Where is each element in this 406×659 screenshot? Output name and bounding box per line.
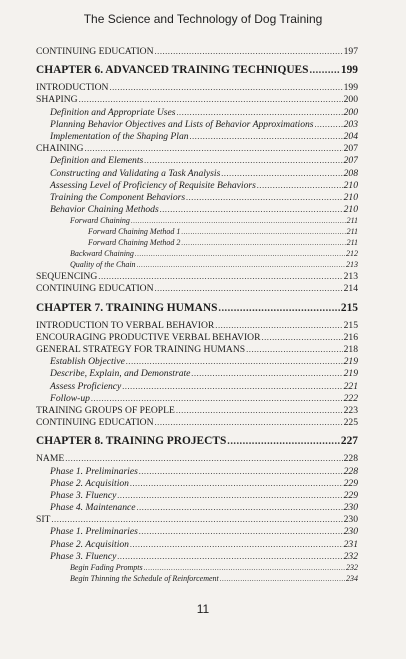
dot-leader (84, 143, 342, 153)
dot-leader (257, 180, 343, 190)
toc-entry-page: 223 (343, 404, 358, 416)
toc-entry-page: 216 (343, 331, 358, 343)
toc-entry-title: Describe, Explain, and Demonstrate (50, 368, 191, 380)
dot-leader (155, 417, 343, 427)
toc-entry-page: 222 (343, 392, 358, 404)
toc-entry-page: 215 (343, 319, 358, 331)
dot-leader (186, 192, 343, 202)
toc-entry (36, 514, 358, 526)
toc-entry-title: Phase 2. Acquisition (50, 538, 129, 550)
toc-entry-title: Phase 4. Maintenance (50, 502, 136, 514)
toc-entry-page: 208 (343, 167, 358, 179)
toc-entry (36, 107, 358, 119)
dot-leader (65, 453, 342, 463)
toc-entry-title: SHAPING (36, 94, 78, 106)
toc-entry (36, 502, 358, 514)
toc-entry (36, 332, 358, 344)
toc-entry (36, 216, 358, 227)
dot-leader (181, 239, 345, 247)
toc-entry-title: Assess Proficiency (50, 380, 122, 392)
toc-entry-title: TRAINING GROUPS OF PEOPLE (36, 404, 175, 416)
toc-entry-title: Phase 1. Preliminaries (50, 526, 138, 538)
toc-entry (36, 490, 358, 502)
toc-entry-page: 221 (343, 380, 358, 392)
dot-leader (144, 155, 342, 165)
toc-entry-title: CHAPTER 6. ADVANCED TRAINING TECHNIQUES (36, 64, 309, 77)
toc-entry (36, 453, 358, 465)
toc-entry (36, 393, 358, 405)
toc-entry-title: ENCOURAGING PRODUCTIVE VERBAL BEHAVIOR (36, 331, 261, 343)
dot-leader (221, 168, 342, 178)
toc-entry-page: 197 (343, 46, 358, 57)
toc-entry-page: 228 (343, 453, 358, 465)
toc-entry-page: 203 (343, 118, 358, 130)
toc-entry-title: Quality of the Chain (70, 260, 136, 270)
toc-entry-page: 211 (346, 227, 358, 237)
toc-entry-page: 218 (343, 344, 358, 355)
running-head: The Science and Technology of Dog Training (83, 12, 323, 26)
toc-entry-title: Forward Chaining Method 2 (88, 238, 181, 248)
toc-entry (36, 466, 358, 478)
dot-leader (137, 502, 343, 512)
dot-leader (126, 356, 343, 366)
toc-entry-page: 199 (343, 82, 358, 94)
toc-entry-title: Constructing and Validating a Task Analysis (50, 167, 221, 179)
toc-entry-title: Phase 1. Preliminaries (50, 465, 138, 477)
dot-leader (91, 393, 343, 403)
toc-entry (36, 551, 358, 563)
dot-leader (117, 490, 342, 500)
toc-entry-page: 230 (343, 514, 358, 526)
toc-entry-page: 219 (343, 368, 358, 380)
toc-entry-title: Training the Component Behaviors (50, 191, 186, 203)
toc-entry-title: Definition and Appropriate Uses (50, 106, 176, 118)
toc-entry (36, 405, 358, 417)
toc-entry (36, 368, 358, 380)
toc-entry (36, 238, 358, 249)
toc-entry-title: Begin Thinning the Schedule of Reinforcement (70, 574, 219, 583)
toc-entry-page: 211 (346, 216, 358, 226)
dot-leader (51, 514, 342, 524)
toc-entry-title: SEQUENCING (36, 271, 98, 283)
toc-entry (36, 119, 358, 131)
toc-entry-page: 219 (343, 356, 358, 368)
toc-entry-title: Establish Objective (50, 356, 125, 368)
toc-entry (36, 46, 358, 58)
dot-leader (246, 344, 342, 354)
dot-leader (176, 405, 343, 415)
toc-entry-title: Assessing Level of Proficiency of Requisite Behaviors (50, 179, 256, 191)
toc-entry-title: SIT (36, 514, 51, 526)
toc-entry (36, 143, 358, 155)
toc-entry-page: 229 (343, 477, 358, 489)
toc-entry-page: 212 (346, 249, 358, 259)
toc-entry (36, 260, 358, 271)
toc-entry-page: 207 (343, 143, 358, 155)
dot-leader (160, 204, 343, 214)
dot-leader (215, 320, 342, 330)
toc-entry-title: Phase 2. Acquisition (50, 477, 129, 489)
toc-entry (36, 271, 358, 283)
toc-entry-page: 232 (346, 563, 358, 572)
toc-entry-page: 211 (346, 238, 358, 248)
toc-entry-page: 210 (343, 191, 358, 203)
toc-entry-title: CONTINUING EDUCATION (36, 283, 154, 295)
toc-entry (36, 131, 358, 143)
toc-entry-title: Backward Chaining (70, 249, 134, 259)
dot-leader (131, 217, 346, 225)
dot-leader (261, 332, 342, 342)
toc-entry (36, 94, 358, 106)
toc-entry (36, 539, 358, 551)
dot-leader (144, 564, 345, 572)
toc-entry-page: 225 (343, 417, 358, 429)
dot-leader (130, 539, 343, 549)
toc-entry-page: 228 (343, 465, 358, 477)
toc-entry-page: 227 (340, 435, 358, 448)
toc-entry-title: CHAPTER 7. TRAINING HUMANS (36, 301, 218, 314)
toc-entry-title: CONTINUING EDUCATION (36, 46, 154, 57)
dot-leader (177, 107, 343, 117)
toc-entry (36, 192, 358, 204)
dot-leader (137, 261, 345, 269)
toc-entry-page: 210 (343, 204, 358, 216)
toc-entry-page: 200 (343, 94, 358, 106)
toc-entry-title: Forward Chaining Method 1 (88, 227, 181, 237)
toc-entry-title: CONTINUING EDUCATION (36, 417, 154, 429)
dot-leader (79, 94, 343, 104)
toc-entry-title: Behavior Chaining Methods (50, 204, 159, 216)
chapter-heading (36, 64, 358, 82)
toc-entry (36, 168, 358, 180)
toc-entry-title: Definition and Elements (50, 155, 144, 167)
dot-leader (309, 65, 339, 76)
dot-leader (117, 551, 342, 561)
toc-entry (36, 563, 358, 574)
dot-leader (220, 575, 345, 583)
toc-entry-title: Begin Fading Prompts (70, 563, 143, 572)
toc-entry (36, 574, 358, 585)
toc-entry-page: 213 (343, 271, 358, 283)
toc-entry-title: Phase 3. Fluency (50, 489, 117, 501)
dot-leader (109, 82, 342, 92)
toc-entry-page: 230 (343, 502, 358, 514)
chapter-heading (36, 302, 358, 320)
toc-entry-title: Phase 3. Fluency (50, 550, 117, 562)
toc-entry-page: 213 (346, 260, 358, 270)
toc-entry-title: CHAINING (36, 143, 84, 155)
dot-leader (315, 119, 343, 129)
table-of-contents (36, 46, 358, 585)
dot-leader (122, 381, 342, 391)
toc-entry-title: CHAPTER 8. TRAINING PROJECTS (36, 435, 227, 448)
dot-leader (139, 466, 343, 476)
toc-entry-title: INTRODUCTION (36, 82, 109, 94)
dot-leader (155, 283, 343, 293)
toc-entry-page: 207 (343, 155, 358, 167)
toc-entry-page: 234 (346, 574, 358, 583)
toc-entry-page: 200 (343, 106, 358, 118)
toc-entry (36, 320, 358, 332)
toc-entry-title: Implementation of the Shaping Plan (50, 130, 189, 142)
dot-leader (190, 131, 343, 141)
toc-entry (36, 344, 358, 356)
toc-entry (36, 417, 358, 429)
toc-entry (36, 227, 358, 238)
toc-entry-title: NAME (36, 453, 65, 465)
toc-entry-page: 231 (343, 538, 358, 550)
toc-entry-title: Planning Behavior Objectives and Lists of Behavior Approximations (50, 118, 314, 130)
toc-entry-page: 214 (343, 283, 358, 295)
toc-entry-page: 215 (340, 301, 358, 314)
toc-entry-page: 232 (343, 550, 358, 562)
toc-entry (36, 381, 358, 393)
chapter-heading (36, 435, 358, 453)
toc-entry-title: Follow-up (50, 392, 90, 404)
toc-entry (36, 155, 358, 167)
dot-leader (227, 436, 340, 447)
toc-entry-title: Forward Chaining (70, 216, 130, 226)
dot-leader (218, 303, 339, 314)
dot-leader (130, 478, 343, 488)
toc-entry (36, 478, 358, 490)
toc-entry-page: 199 (340, 64, 358, 77)
toc-entry (36, 356, 358, 368)
toc-entry (36, 180, 358, 192)
dot-leader (135, 250, 345, 258)
toc-entry (36, 283, 358, 295)
toc-entry-page: 204 (343, 130, 358, 142)
toc-entry-page: 229 (343, 489, 358, 501)
toc-entry (36, 82, 358, 94)
page-number: 11 (196, 602, 210, 616)
dot-leader (98, 271, 342, 281)
toc-entry (36, 204, 358, 216)
toc-entry-title: INTRODUCTION TO VERBAL BEHAVIOR (36, 319, 215, 331)
dot-leader (191, 368, 342, 378)
dot-leader (155, 46, 343, 56)
toc-entry (36, 249, 358, 260)
dot-leader (139, 526, 343, 536)
toc-entry-page: 210 (343, 179, 358, 191)
dot-leader (181, 228, 345, 236)
toc-entry (36, 526, 358, 538)
toc-entry-page: 230 (343, 526, 358, 538)
toc-entry-title: GENERAL STRATEGY FOR TRAINING HUMANS (36, 344, 246, 355)
